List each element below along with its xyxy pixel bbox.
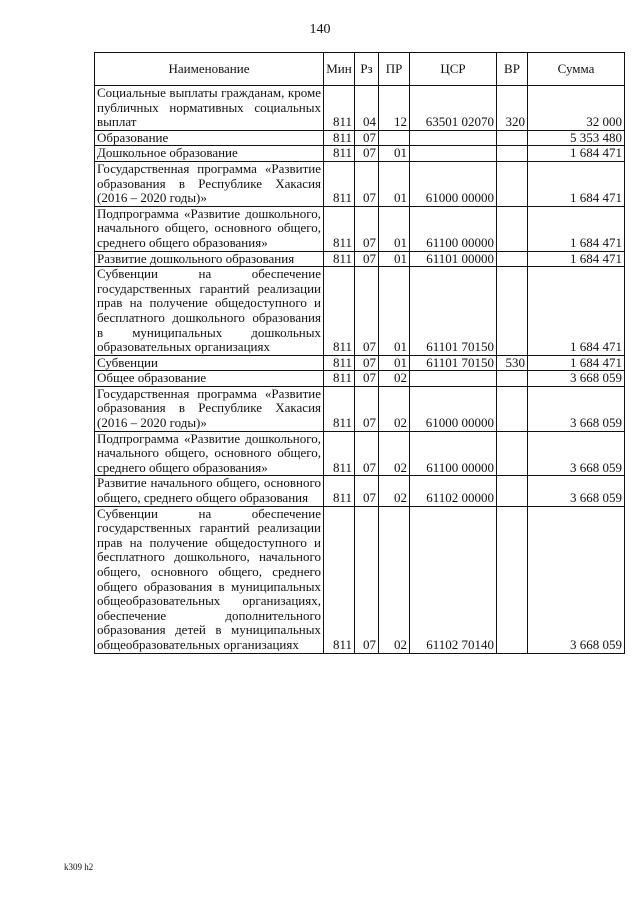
footer-code: k309 h2 [64, 862, 94, 872]
row-name: Общее образование [95, 371, 324, 387]
row-csr: 61100 00000 [410, 206, 497, 251]
header-rz: Рз [355, 53, 379, 86]
row-name: Субвенции [95, 355, 324, 371]
row-min: 811 [324, 431, 355, 476]
table-row [95, 476, 625, 506]
row-name: Дошкольное образование [95, 146, 324, 162]
table-row [95, 206, 625, 251]
row-sum: 1 684 471 [528, 251, 625, 267]
row-rz: 07 [355, 431, 379, 476]
row-min: 811 [324, 86, 355, 131]
row-sum: 3 668 059 [528, 371, 625, 387]
row-rz: 07 [355, 476, 379, 506]
header-min: Мин [324, 53, 355, 86]
row-vr [497, 206, 528, 251]
row-name: Государственная программа «Развитие образования в Республике Хакасия (2016 – 2020 годы)» [95, 386, 324, 431]
row-min: 811 [324, 161, 355, 206]
row-name: Государственная программа «Развитие образования в Республике Хакасия (2016 – 2020 годы)» [95, 161, 324, 206]
row-csr: 61101 70150 [410, 355, 497, 371]
row-name: Социальные выплаты гражданам, кроме публичных нормативных социальных выплат [95, 86, 324, 131]
table-row [95, 355, 625, 371]
row-csr: 61101 00000 [410, 251, 497, 267]
row-csr: 61101 70150 [410, 267, 497, 356]
row-name: Образование [95, 130, 324, 146]
row-csr [410, 130, 497, 146]
table-row [95, 130, 625, 146]
row-sum: 3 668 059 [528, 386, 625, 431]
row-vr [497, 146, 528, 162]
row-sum: 5 353 480 [528, 130, 625, 146]
row-pr: 02 [379, 476, 410, 506]
row-sum: 1 684 471 [528, 206, 625, 251]
table-row [95, 371, 625, 387]
table-row [95, 146, 625, 162]
row-min: 811 [324, 506, 355, 653]
row-pr: 01 [379, 267, 410, 356]
row-pr: 01 [379, 161, 410, 206]
row-sum: 1 684 471 [528, 161, 625, 206]
row-csr: 61000 00000 [410, 386, 497, 431]
row-min: 811 [324, 476, 355, 506]
header-name: Наименование [95, 53, 324, 86]
row-sum: 3 668 059 [528, 506, 625, 653]
row-vr [497, 371, 528, 387]
row-vr: 530 [497, 355, 528, 371]
row-pr: 01 [379, 206, 410, 251]
row-min: 811 [324, 130, 355, 146]
row-name: Субвенции на обеспечение государственных гарантий реализации прав на получение общедоступного и бесплатного дошкольного образования в муниципальных дошкольных образовательных организациях [95, 267, 324, 356]
row-vr [497, 506, 528, 653]
row-vr [497, 431, 528, 476]
table-row [95, 506, 625, 653]
row-rz: 07 [355, 251, 379, 267]
row-rz: 07 [355, 146, 379, 162]
row-rz: 07 [355, 371, 379, 387]
row-pr [379, 130, 410, 146]
row-csr: 61102 70140 [410, 506, 497, 653]
row-rz: 07 [355, 206, 379, 251]
row-min: 811 [324, 386, 355, 431]
row-pr: 01 [379, 146, 410, 162]
budget-table [94, 52, 625, 654]
row-pr: 02 [379, 431, 410, 476]
row-vr [497, 476, 528, 506]
table-header-row [95, 53, 625, 86]
row-sum: 1 684 471 [528, 146, 625, 162]
row-name: Подпрограмма «Развитие дошкольного, начального общего, основного общего, среднего общего образования» [95, 206, 324, 251]
row-name: Развитие дошкольного образования [95, 251, 324, 267]
row-sum: 1 684 471 [528, 267, 625, 356]
row-rz: 07 [355, 161, 379, 206]
row-sum: 3 668 059 [528, 476, 625, 506]
row-csr: 61102 00000 [410, 476, 497, 506]
row-min: 811 [324, 355, 355, 371]
row-pr: 01 [379, 355, 410, 371]
row-csr: 61100 00000 [410, 431, 497, 476]
row-name: Развитие начального общего, основного общего, среднего общего образования [95, 476, 324, 506]
row-rz: 07 [355, 506, 379, 653]
row-csr: 61000 00000 [410, 161, 497, 206]
row-sum: 1 684 471 [528, 355, 625, 371]
table-row [95, 267, 625, 356]
row-vr [497, 161, 528, 206]
row-min: 811 [324, 267, 355, 356]
row-pr: 02 [379, 506, 410, 653]
row-pr: 02 [379, 371, 410, 387]
row-vr [497, 267, 528, 356]
row-sum: 32 000 [528, 86, 625, 131]
row-csr [410, 371, 497, 387]
row-min: 811 [324, 251, 355, 267]
row-pr: 02 [379, 386, 410, 431]
row-pr: 01 [379, 251, 410, 267]
row-rz: 07 [355, 386, 379, 431]
row-min: 811 [324, 371, 355, 387]
row-sum: 3 668 059 [528, 431, 625, 476]
table-row [95, 86, 625, 131]
row-vr [497, 386, 528, 431]
header-csr: ЦСР [410, 53, 497, 86]
row-vr [497, 251, 528, 267]
row-csr: 63501 02070 [410, 86, 497, 131]
header-sum: Сумма [528, 53, 625, 86]
page-number: 140 [309, 22, 331, 37]
row-rz: 07 [355, 355, 379, 371]
row-name: Субвенции на обеспечение государственных гарантий реализации прав на получение общедоступного и бесплатного дошкольного, начального общего, основного общего, среднего общего образования в муниципальных общеобразовательных организациях, обеспечение дополнительного образования детей в муниципальных общеобразовательных организациях [95, 506, 324, 653]
table-row [95, 251, 625, 267]
row-min: 811 [324, 206, 355, 251]
row-name: Подпрограмма «Развитие дошкольного, начального общего, основного общего, среднего общего образования» [95, 431, 324, 476]
row-rz: 04 [355, 86, 379, 131]
table-row [95, 431, 625, 476]
row-vr: 320 [497, 86, 528, 131]
header-pr: ПР [379, 53, 410, 86]
row-rz: 07 [355, 267, 379, 356]
row-csr [410, 146, 497, 162]
header-vr: ВР [497, 53, 528, 86]
row-min: 811 [324, 146, 355, 162]
row-vr [497, 130, 528, 146]
row-rz: 07 [355, 130, 379, 146]
table-row [95, 161, 625, 206]
row-pr: 12 [379, 86, 410, 131]
table-row [95, 386, 625, 431]
